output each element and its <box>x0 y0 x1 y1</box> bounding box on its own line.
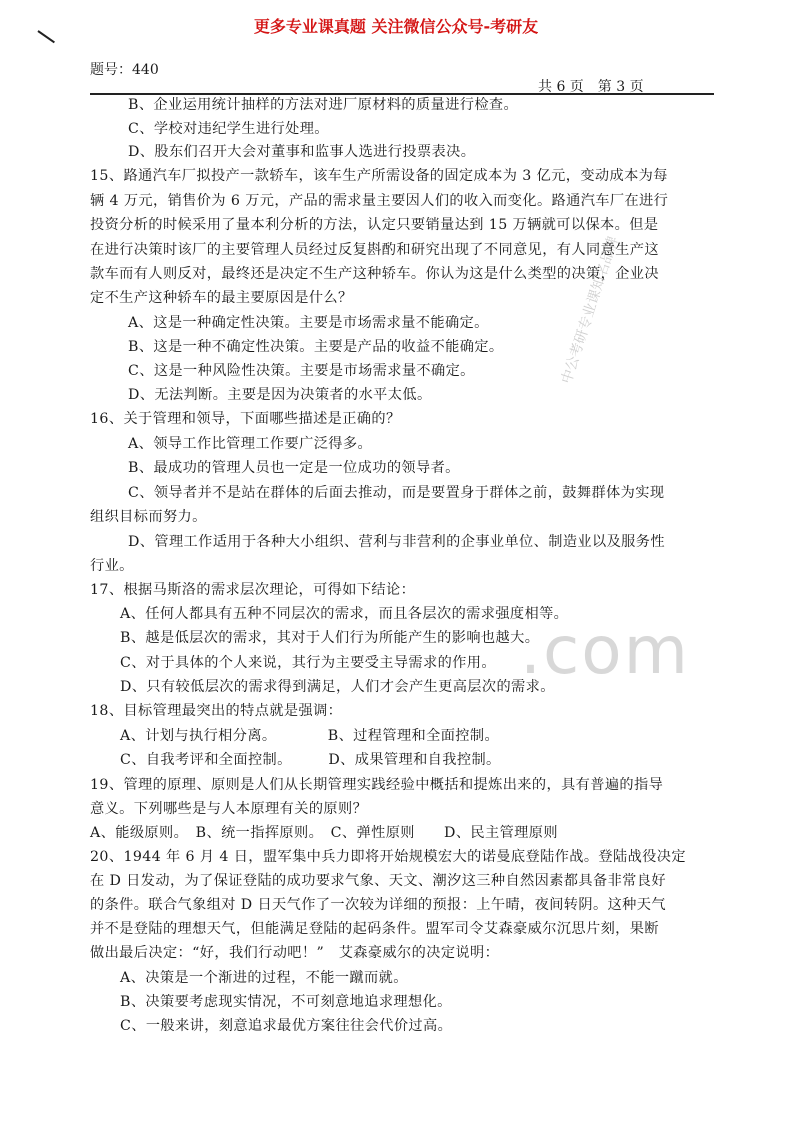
text-line: A、计划与执行相分离。 B、过程管理和全面控制。 <box>120 728 500 744</box>
promo-banner: 更多专业课真题 关注微信公众号-考研友 <box>253 17 539 36</box>
page-info: 共 6 页 第 3 页 <box>538 79 644 95</box>
text-line: 的条件。联合气象组对 D 日天气作了一次较为详细的预报：上午晴，夜间转阴。这种天气 <box>90 897 666 913</box>
text-line: C、领导者并不是站在群体的后面去推动，而是要置身于群体之前，鼓舞群体为实现 <box>128 485 665 501</box>
text-line: A、决策是一个渐进的过程，不能一蹴而就。 <box>120 970 408 986</box>
text-line: A、能级原则。 B、统一指挥原则。 C、弹性原则 D、民主管理原则 <box>90 825 558 841</box>
text-line: 15、路通汽车厂拟投产一款轿车，该车生产所需设备的固定成本为 3 亿元，变动成本为每 <box>90 168 668 184</box>
text-line: 20、1944 年 6 月 4 日，盟军集中兵力即将开始规模宏大的诺曼底登陆作战。登陆战役决定 <box>90 849 686 865</box>
text-line: A、这是一种确定性决策。主要是市场需求量不能确定。 <box>128 315 489 331</box>
text-line: C、这是一种风险性决策。主要是市场需求量不确定。 <box>128 363 475 379</box>
text-line: 做出最后决定：“好，我们行动吧！” 艾森豪威尔的决定说明： <box>90 945 500 961</box>
text-line: 投资分析的时候采用了量本利分析的方法，认定只要销量达到 15 万辆就可以保本。但是 <box>90 217 659 233</box>
text-line: D、管理工作适用于各种大小组织、营利与非营利的企事业单位、制造业以及服务性 <box>128 534 665 550</box>
text-line: 16、关于管理和领导，下面哪些描述是正确的？ <box>90 411 401 427</box>
text-line: 意义。下列哪些是与人本原理有关的原则？ <box>90 801 368 817</box>
text-line: C、自我考评和全面控制。 D、成果管理和自我控制。 <box>120 752 501 768</box>
text-line: 辆 4 万元，销售价为 6 万元，产品的需求量主要因人们的收入而变化。路通汽车厂在进行 <box>90 193 669 209</box>
text-line: 组织目标而努力。 <box>90 509 207 525</box>
text-line: C、学校对违纪学生进行处理。 <box>128 121 329 137</box>
text-line: 并不是登陆的理想天气，但能满足登陆的起码条件。盟军司令艾森豪威尔沉思片刻，果断 <box>90 921 659 937</box>
text-line: D、只有较低层次的需求得到满足，人们才会产生更高层次的需求。 <box>120 679 555 695</box>
question-number: 题号：440 <box>90 62 159 78</box>
text-line: A、任何人都具有五种不同层次的需求，而且各层次的需求强度相等。 <box>120 606 569 622</box>
text-line: 在 D 日发动，为了保证登陆的成功要求气象、天文、潮汐这三种自然因素都具备非常良好 <box>90 873 666 889</box>
text-line: 在进行决策时该厂的主要管理人员经过反复斟酌和研究出现了不同意见，有人同意生产这 <box>90 242 659 258</box>
text-line: B、企业运用统计抽样的方法对进厂原材料的质量进行检查。 <box>128 97 519 113</box>
text-line: C、对于具体的个人来说，其行为主要受主导需求的作用。 <box>120 655 496 671</box>
page-header <box>90 59 714 95</box>
text-line: A、领导工作比管理工作要广泛得多。 <box>128 436 373 452</box>
text-line: D、无法判断。主要是因为决策者的水平太低。 <box>128 387 432 403</box>
text-line: D、股东们召开大会对董事和监事人选进行投票表决。 <box>128 144 476 160</box>
text-line: B、最成功的管理人员也一定是一位成功的领导者。 <box>128 460 460 476</box>
text-line: B、这是一种不确定性决策。主要是产品的收益不能确定。 <box>128 339 504 355</box>
text-line: B、决策要考虑现实情况，不可刻意地追求理想化。 <box>120 994 452 1010</box>
watermark-vertical: 中公考研专业课知名品牌 <box>558 234 622 386</box>
text-line: C、一般来讲，刻意追求最优方案往往会代价过高。 <box>120 1018 453 1034</box>
text-line: 定不生产这种轿车的最主要原因是什么？ <box>90 290 353 306</box>
text-line: 19、管理的原理、原则是人们从长期管理实践经验中概括和提炼出来的，具有普遍的指导 <box>90 777 664 793</box>
watermark-com: .com <box>520 612 690 689</box>
text-line: 款车而有人则反对，最终还是决定不生产这种轿车。你认为这是什么类型的决策，企业决 <box>90 266 659 282</box>
text-line: 行业。 <box>90 558 134 574</box>
text-line: 18、目标管理最突出的特点就是强调： <box>90 703 343 719</box>
text-line: 17、根据马斯洛的需求层次理论，可得如下结论： <box>90 582 416 598</box>
text-line: B、越是低层次的需求，其对于人们行为所能产生的影响也越大。 <box>120 630 540 646</box>
